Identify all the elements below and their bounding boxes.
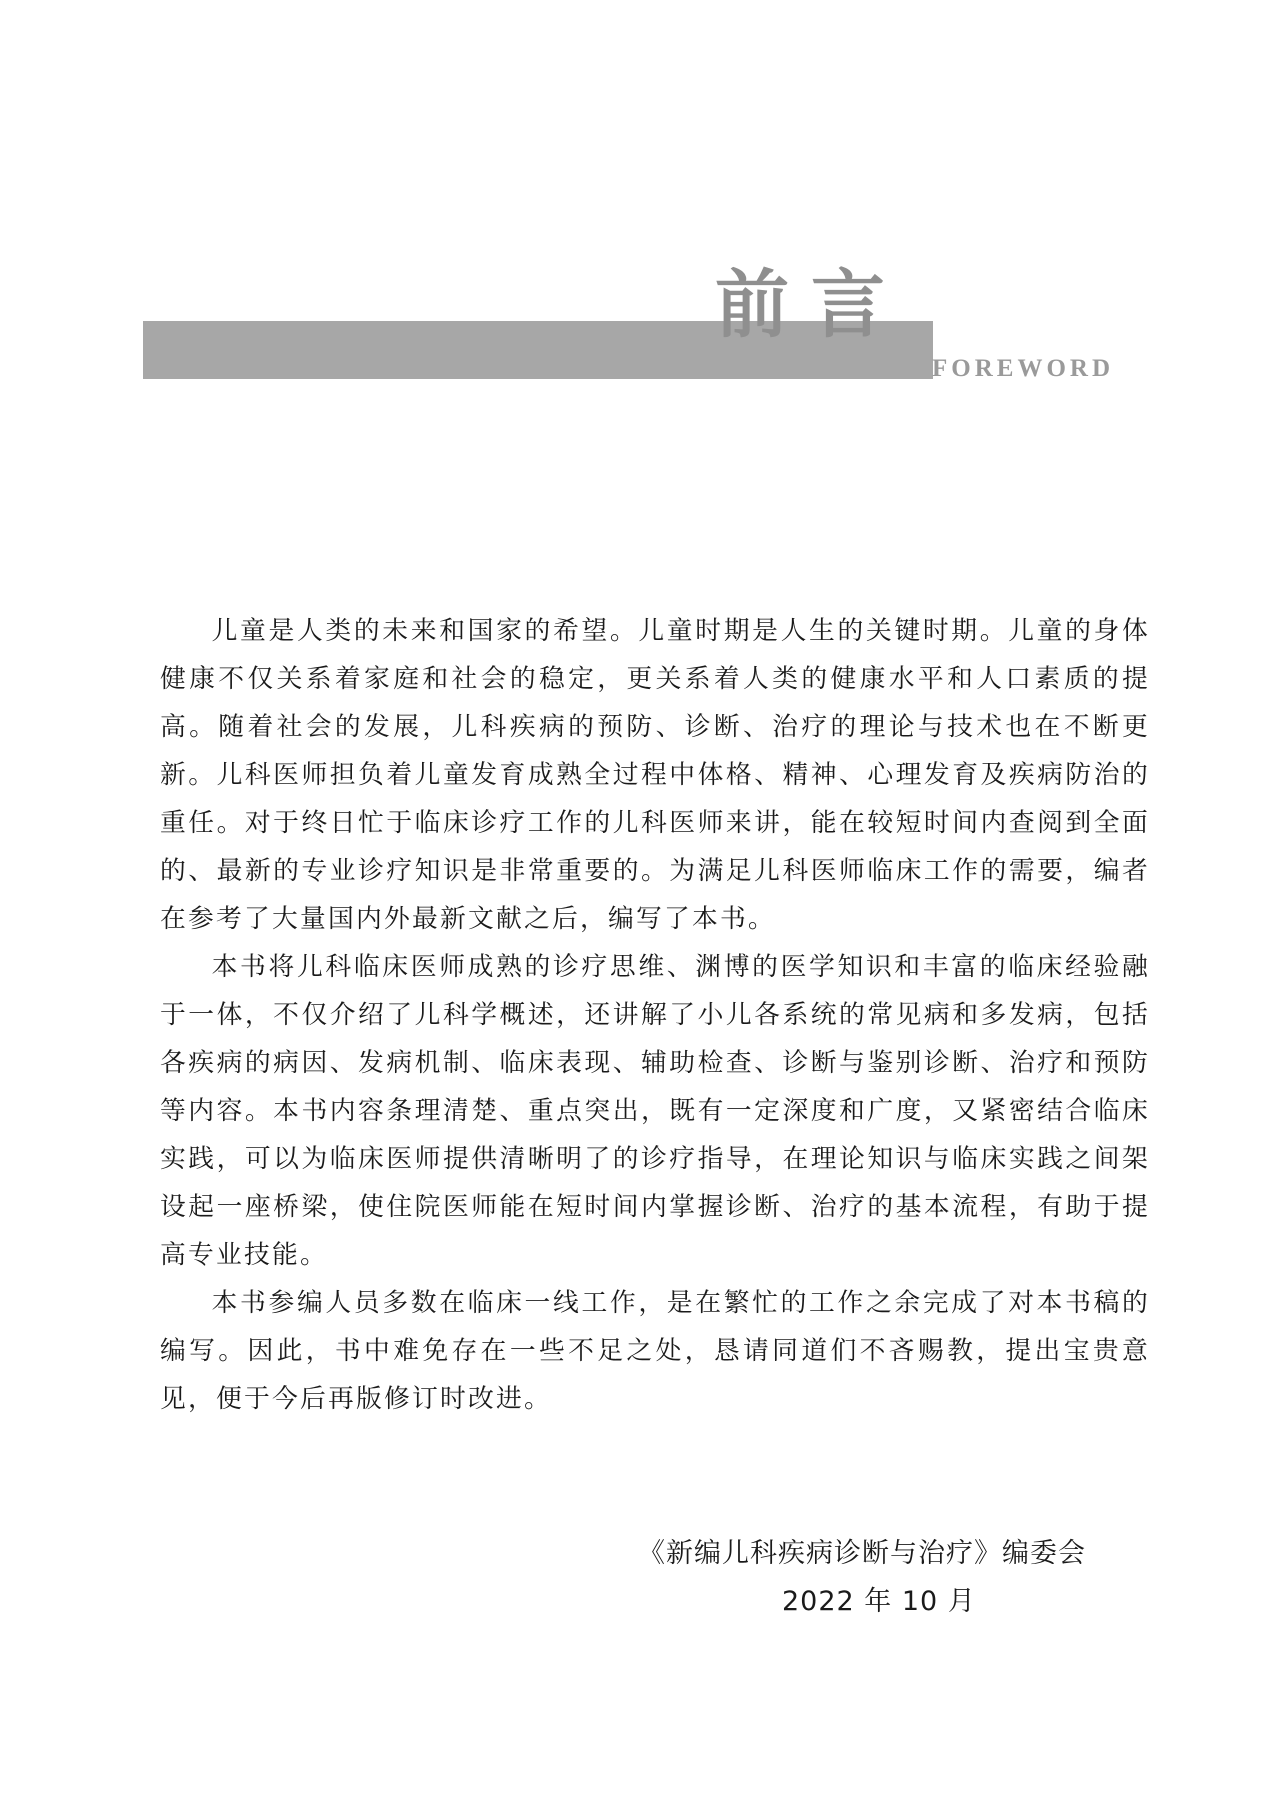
paragraph-1: 儿童是人类的未来和国家的希望。儿童时期是人生的关键时期。儿童的身体健康不仅关系着家庭和社会的稳定，更关系着人类的健康水平和人口素质的提高。随着社会的发展，儿科疾病的预防、诊断、治疗的理论与技术也在不断更新。儿科医师担负着儿童发育成熟全过程中体格、精神、心理发育及疾病防治的重任。对于终日忙于临床诊疗工作的儿科医师来讲，能在较短时间内查阅到全面的、最新的专业诊疗知识是非常重要的。为满足儿科医师临床工作的需要，编者在参考了大量国内外最新文献之后，编写了本书。 [160, 616, 1150, 934]
paragraph-2: 本书将儿科临床医师成熟的诊疗思维、渊博的医学知识和丰富的临床经验融于一体，不仅介绍了儿科学概述，还讲解了小儿各系统的常见病和多发病，包括各疾病的病因、发病机制、临床表现、辅助检查、诊断与鉴别诊断、治疗和预防等内容。本书内容条理清楚、重点突出，既有一定深度和广度，又紧密结合临床实践，可以为临床医师提供清晰明了的诊疗指导，在理论知识与临床实践之间架设起一座桥梁，使住院医师能在短时间内掌握诊断、治疗的基本流程，有助于提高专业技能。 [160, 952, 1150, 1270]
page-title: 前言 [715, 262, 907, 348]
page-header [0, 0, 1285, 400]
paragraph-3: 本书参编人员多数在临床一线工作，是在繁忙的工作之余完成了对本书稿的编写。因此，书中难免存在一些不足之处，恳请同道们不吝赐教，提出宝贵意见，便于今后再版修订时改进。 [160, 1288, 1150, 1414]
foreword-body [160, 607, 1150, 1423]
editorial-committee: 《新编儿科疾病诊断与治疗》编委会 [638, 1538, 1086, 1569]
page-subtitle: FOREWORD [932, 355, 1114, 382]
signature-date: 2022 年 10 月 [782, 1586, 976, 1617]
